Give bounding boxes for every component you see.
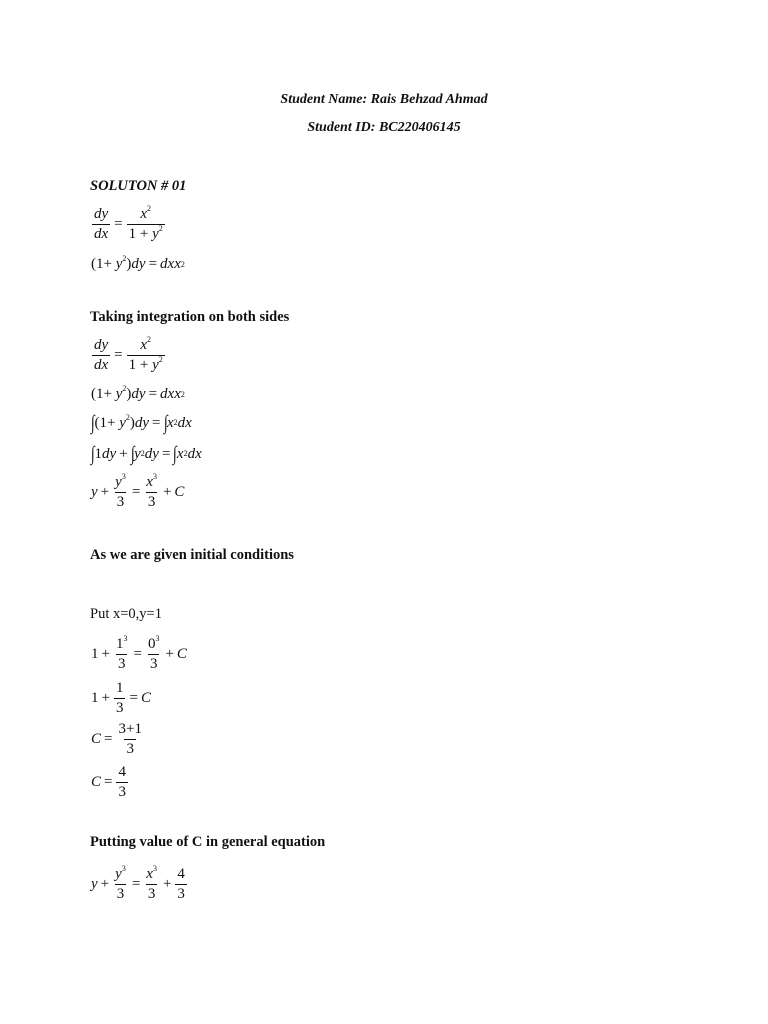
equation-integral-1: ∫ $(1+ y^2)dy$ = ∫ x 2 dx: [90, 412, 192, 434]
equation-dydx-1: $\frac{dy}{dx}$ = $\frac{x^2}{1 + y^2}$: [94, 204, 163, 242]
equation-substitution: 1 + $\frac{1^3}{3}$ = $\frac{0^3}{3}$ + C: [91, 634, 187, 672]
integration-heading: Taking integration on both sides: [90, 309, 290, 325]
equation-particular-solution: y + $\frac{y^3}{3}$ = $\frac{x^3}{3}$ + $\frac{4}{3}$: [91, 864, 185, 902]
equation-general-solution: y + $\frac{y^3}{3}$ = $\frac{x^3}{3}$ + C: [91, 472, 185, 510]
student-name: Student Name: Rais Behzad Ahmad: [280, 92, 488, 107]
initial-conditions-heading: As we are given initial conditions: [90, 547, 294, 563]
equation-simplified: 1 + $\frac{1}{3}$ = C: [91, 680, 151, 716]
solution-title: SOLUTON # 01: [90, 178, 187, 194]
student-id: Student ID: BC220406145: [307, 120, 461, 135]
put-values-text: Put x=0,y=1: [90, 606, 162, 622]
equation-integral-2: ∫ 1dy + ∫ y 2 dy = ∫ x 2 dx: [90, 443, 202, 465]
equation-separated-1: $(1+ y^2)dy$ = dxx 2: [91, 254, 185, 272]
equation-separated-2: $(1+ y^2)dy$ = dxx 2: [91, 384, 185, 402]
general-equation-heading: Putting value of C in general equation: [90, 834, 326, 850]
equation-c-sum: C = $\frac{3+1}{3}$: [91, 721, 142, 757]
equation-c-value: C = $\frac{4}{3}$: [91, 764, 126, 800]
equation-dydx-2: $\frac{dy}{dx}$ = $\frac{x^2}{1 + y^2}$: [94, 335, 163, 373]
